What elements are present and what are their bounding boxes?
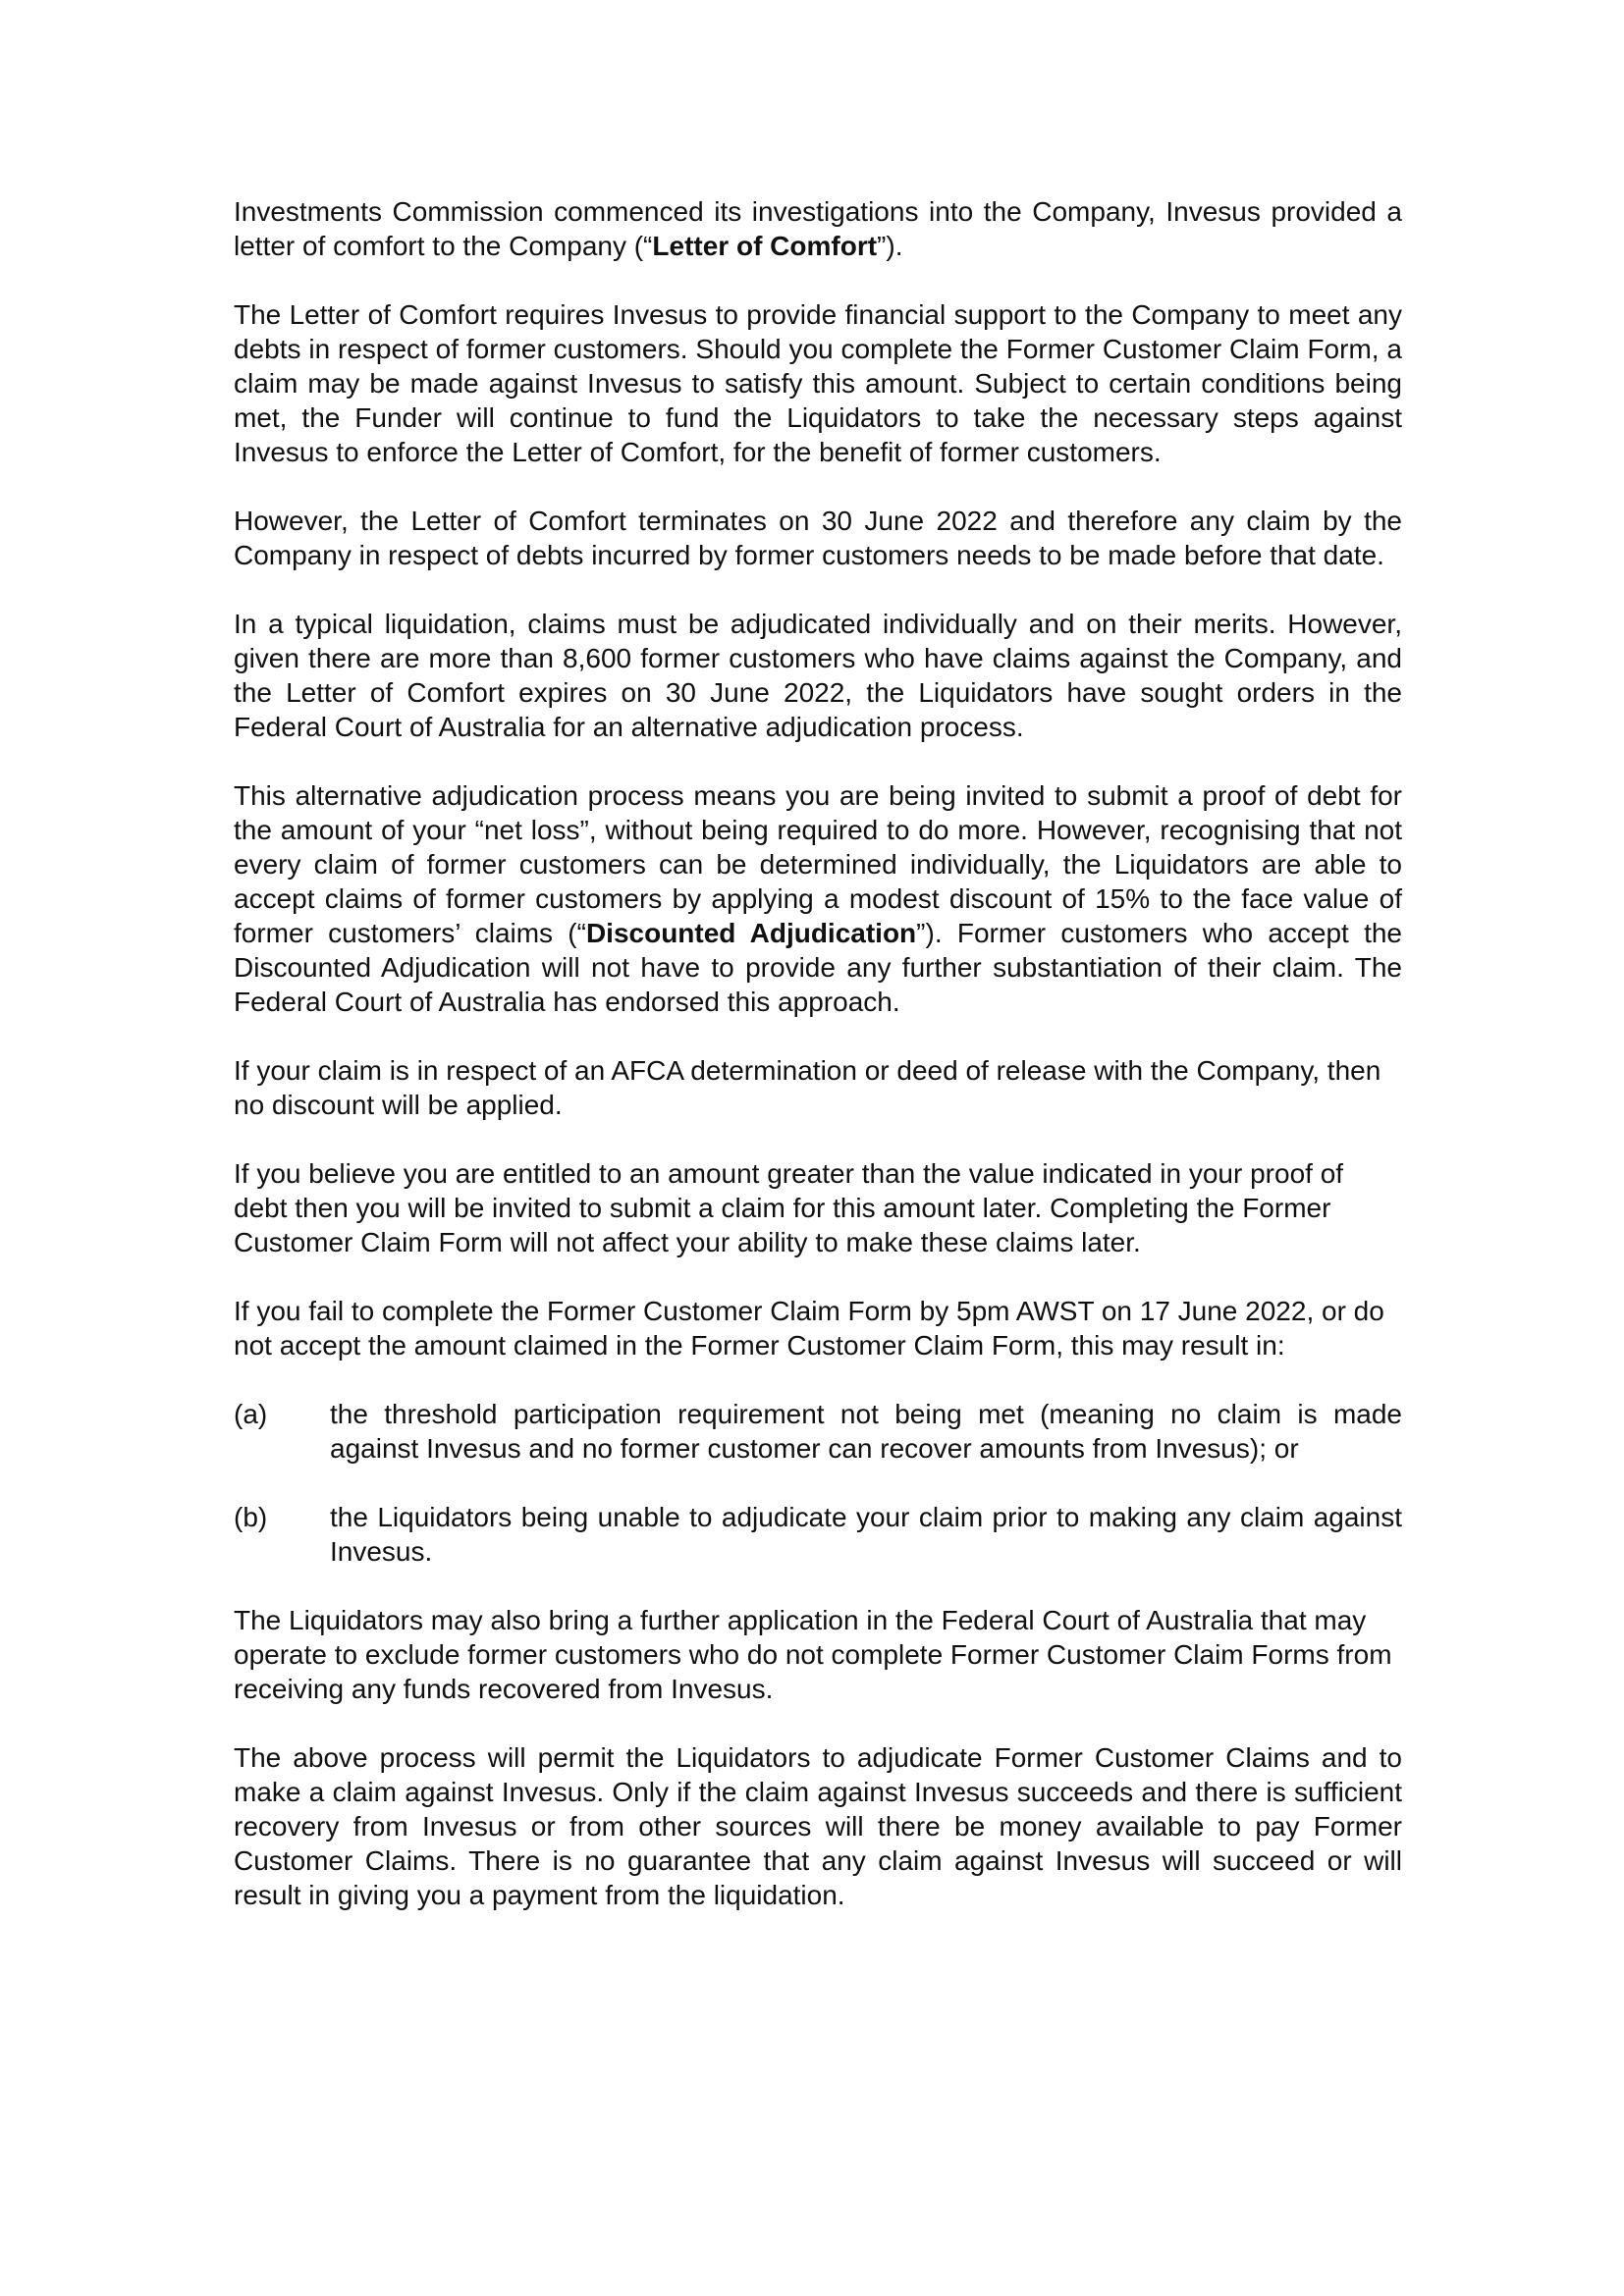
list-item-label: (b) — [234, 1502, 268, 1532]
paragraph-failure-to-complete: If you fail to complete the Former Customer Claim Form by 5pm AWST on 17 June 2022, or do not accept the amount claimed in the Former Customer Claim Form, this may result in: — [234, 1296, 1384, 1361]
defined-term-letter-of-comfort: Letter of Comfort — [652, 231, 878, 261]
list-item-text: the threshold participation requirement not being met (meaning no claim is made against Invesus and no former customer can recover amounts from Invesus); or — [330, 1399, 1402, 1464]
paragraph-letter-of-comfort-requirements: The Letter of Comfort requires Invesus to provide financial support to the Company to meet any debts in respect of former customers. Should you complete the Former Customer Claim Form, a claim may be made against Invesus to satisfy this amount. Subject to certain conditions being met, the Funder will continue to fund the Liquidators to take the necessary steps against Invesus to enforce the Letter of Comfort, for the benefit of former customers. — [234, 299, 1402, 467]
paragraph-letter-of-comfort-intro — [234, 194, 1402, 263]
paragraph-text: ”). — [877, 231, 903, 261]
document-page — [234, 194, 1402, 1947]
paragraph-text: Investments Commission commenced its investigations into the Company, Invesus provided a letter of comfort to the Company (“ — [234, 196, 1402, 261]
paragraph-further-application: The Liquidators may also bring a further application in the Federal Court of Australia that may operate to exclude former customers who do not complete Former Customer Claim Forms from receiving any funds recovered from Invesus. — [234, 1605, 1392, 1704]
list-item-a — [234, 1397, 1402, 1466]
paragraph-typical-liquidation: In a typical liquidation, claims must be adjudicated individually and on their merits. However, given there are more than 8,600 former customers who have claims against the Company, and the Letter of Comfort expires on 30 June 2022, the Liquidators have sought orders in the Federal Court of Australia for an alternative adjudication process. — [234, 609, 1402, 742]
paragraph-process-summary: The above process will permit the Liquidators to adjudicate Former Customer Claims and to make a claim against Invesus. Only if the claim against Invesus succeeds and there is sufficient recovery from Invesus or from other sources will there be money available to pay Former Customer Claims. There is no guarantee that any claim against Invesus will succeed or will result in giving you a payment from the liquidation. — [234, 1742, 1402, 1910]
list-item-text: the Liquidators being unable to adjudicate your claim prior to making any claim against Invesus. — [330, 1502, 1402, 1567]
paragraph-alternative-adjudication — [234, 778, 1402, 1019]
defined-term-discounted-adjudication: Discounted Adjudication — [585, 918, 917, 948]
paragraph-afca-determination: If your claim is in respect of an AFCA determination or deed of release with the Company, then no discount will be applied. — [234, 1055, 1381, 1120]
list-item-b — [234, 1500, 1402, 1569]
paragraph-greater-amount: If you believe you are entitled to an amount greater than the value indicated in your proof of debt then you will be invited to submit a claim for this amount later. Completing the Former Customer Claim Form will not affect your ability to make these claims later. — [234, 1158, 1344, 1257]
list-item-label: (a) — [234, 1399, 268, 1429]
paragraph-text: ”). Former customers who accept the Discounted Adjudication will not have to provide any further substantiation of their claim. The Federal Court of Australia has endorsed this approach. — [234, 918, 1402, 1017]
paragraph-termination-date: However, the Letter of Comfort terminates on 30 June 2022 and therefore any claim by the Company in respect of debts incurred by former customers needs to be made before that date. — [234, 506, 1402, 570]
paragraph-text: This alternative adjudication process means you are being invited to submit a proof of debt for the amount of your “net loss”, without being required to do more. However, recognising that not every claim of former customers can be determined individually, the Liquidators are able to accept claims of former customers by applying a modest discount of 15% to the face value of former customers’ claims (“ — [234, 780, 1402, 948]
